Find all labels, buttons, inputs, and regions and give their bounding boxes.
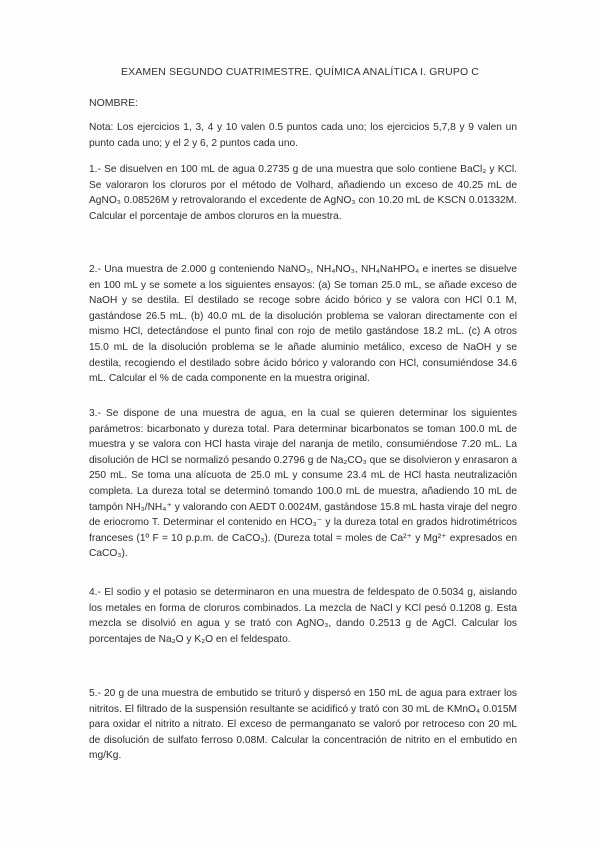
exercise-3: 3.- Se dispone de una muestra de agua, en la cual se quieren determinar los siguientes parámetros: bicarbonato y dureza total. Para determinar bicarbonatos se toman 100.0 mL de muestra y se valora con HCl hasta viraje del naranja de metilo, consumiéndose 7.20 mL. La disolución de HCl se normalizó pesando 0.2796 g de Na₂CO₃ que se disolvieron y enrasaron a 250 mL. Se toma una alícuota de 25.0 mL y consume 23.4 mL de HCl hasta neutralización completa. La dureza total se determinó tomando 100.0 mL de muestra, añadiendo 10 mL de tampón NH₃/NH₄⁺ y valorando con AEDT 0.0024M, gastándose 15.8 mL hasta viraje del negro de eriocromo T. Determinar el contenido en HCO₃⁻ y la dureza total en grados hidrotimétricos franceses (1º F = 10 p.p.m. de CaCO₃). (Dureza total = moles de Ca²⁺ y Mg²⁺ expresados en CaCO₃). <box>89 408 517 560</box>
exercise-2: 2.- Una muestra de 2.000 g conteniendo NaNO₃, NH₄NO₃, NH₄NaHPO₄ e inertes se disuelve en 100 mL y se somete a los siguientes ensayos: (a) Se toman 25.0 mL, se añade exceso de NaOH y se destila. El destilado se recoge sobre ácido bórico y se valora con HCl 0.1 M, gastándose 26.5 mL. (b) 40.0 mL de la disolución problema se valoran directamente con el mismo HCl, detectándose el punto final con rojo de metilo gastándose 18.2 mL. (c) A otros 15.0 mL de la disolución problema se le añade aluminio metálico, exceso de NaOH y se destila, recogiendo el destilado sobre ácido bórico y valorando con HCl, consumiéndose 34.6 mL. Calcular el % de cada componente en la muestra original. <box>89 264 517 385</box>
exercise-4: 4.- El sodio y el potasio se determinaron en una muestra de feldespato de 0.5034 g, aislando los metales en forma de cloruros combinados. La mezcla de NaCl y KCl pesó 0.1208 g. Esta mezcla se disolvió en agua y se trató con AgNO₃, dando 0.2513 g de AgCl. Calcular los porcentajes de Na₂O y K₂O en el feldespato. <box>89 587 517 645</box>
exercise-5: 5.- 20 g de una muestra de embutido se trituró y dispersó en 150 mL de agua para extraer los nitritos. El filtrado de la suspensión resultante se acidificó y trató con 30 mL de KMnO₄ 0.015M para oxidar el nitrito a nitrato. El exceso de permanganato se valoró por retroceso con 20 mL de disolución de sulfato ferroso 0.08M. Calcular la concentración de nitrito en el embutido en mg/Kg. <box>89 688 517 762</box>
exercise-1: 1.- Se disuelven en 100 mL de agua 0.2735 g de una muestra que solo contiene BaCl₂ y KCl. Se valoraron los cloruros por el método de Volhard, añadiendo un exceso de 40.25 mL de AgNO₃ 0.08526M y retrovalorando el excedente de AgNO₃ con 10.20 mL de KSCN 0.01332M. Calcular el porcentaje de ambos cloruros en la muestra. <box>89 164 517 222</box>
page-title: EXAMEN SEGUNDO CUATRIMESTRE. QUÍMICA ANALÍTICA I. GRUPO C <box>121 66 479 78</box>
name-label: NOMBRE: <box>89 97 139 109</box>
grading-note: Nota: Los ejercicios 1, 3, 4 y 10 valen 0.5 puntos cada uno; los ejercicios 5,7,8 y 9 valen un punto cada uno; y el 2 y 6, 2 puntos cada uno. <box>89 122 517 149</box>
